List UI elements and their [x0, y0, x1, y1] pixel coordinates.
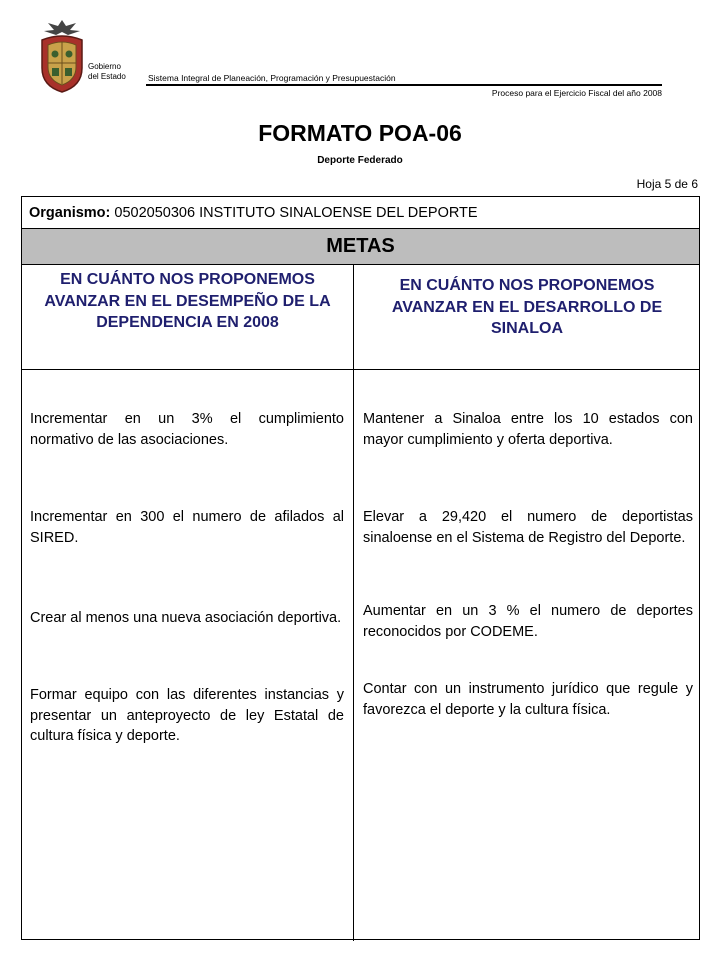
column-header-right: EN CUÁNTO NOS PROPONEMOS AVANZAR EN EL DESARROLLO DE SINALOA — [391, 277, 663, 337]
organism-label: Organismo: — [29, 205, 111, 221]
header-rule — [146, 84, 662, 86]
right-goal-4: Contar con un instrumento jurídico que regule y favorezca el deporte y la cultura física. — [363, 681, 693, 718]
column-divider — [353, 265, 354, 941]
system-name: Sistema Integral de Planeación, Programación y Presupuestación — [148, 73, 396, 83]
left-goal-2: Incrementar en 300 el numero de afilados al SIRED. — [30, 509, 344, 546]
organism-row — [22, 197, 699, 229]
state-seal-logo — [36, 18, 88, 96]
organism-value: 0502050306 INSTITUTO SINALOENSE DEL DEPORTE — [110, 205, 478, 221]
right-goal-1: Mantener a Sinaloa entre los 10 estados con mayor cumplimiento y oferta deportiva. — [363, 411, 693, 448]
header-divider — [22, 369, 699, 370]
gobierno-label: Gobierno — [88, 62, 121, 71]
right-goal-3: Aumentar en un 3 % el numero de deportes reconocidos por CODEME. — [363, 603, 693, 640]
left-goal-3: Crear al menos una nueva asociación deportiva. — [30, 610, 342, 626]
del-estado-label: del Estado — [88, 72, 126, 81]
right-goal-2: Elevar a 29,420 el numero de deportistas sinaloense en el Sistema de Registro del Deporte. — [363, 509, 693, 546]
section-title: METAS — [22, 229, 699, 265]
form-title: FORMATO POA-06 — [258, 120, 462, 146]
sheet-number: Hoja 5 de 6 — [636, 177, 698, 191]
process-year: Proceso para el Ejercicio Fiscal del año 2008 — [491, 88, 662, 98]
left-goal-4: Formar equipo con las diferentes instancias y presentar un anteproyecto de ley Estatal de cultura física y deporte. — [30, 687, 344, 744]
column-header-left: EN CUÁNTO NOS PROPONEMOS AVANZAR EN EL DESEMPEÑO DE LA DEPENDENCIA EN 2008 — [44, 271, 331, 331]
metas-table — [21, 196, 700, 940]
left-goal-1: Incrementar en un 3% el cumplimiento normativo de las asociaciones. — [30, 411, 344, 448]
form-subtitle: Deporte Federado — [317, 155, 403, 166]
